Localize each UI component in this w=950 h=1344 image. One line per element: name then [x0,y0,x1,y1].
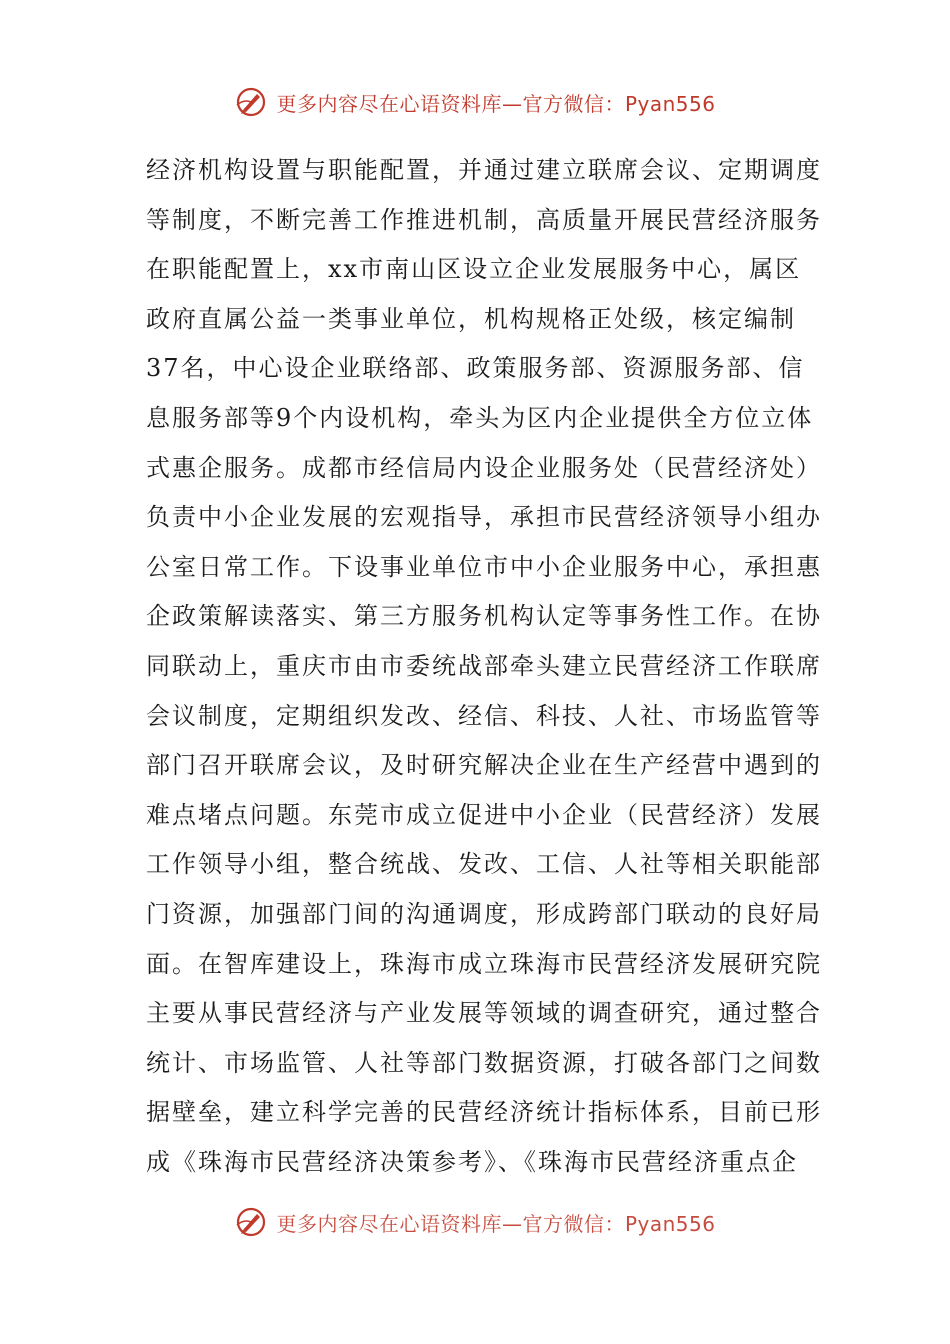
text-line: 工作领导小组，整合统战、发改、工信、人社等相关职能部 [146,850,822,879]
text-line: 统计、市场监管、人社等部门数据资源，打破各部门之间数 [146,1048,822,1077]
text-line: 等制度，不断完善工作推进机制，高质量开展民营经济服务 [146,205,822,234]
text-line: 企政策解读落实、第三方服务机构认定等事务性工作。在协 [146,602,822,631]
text-line: 部门召开联席会议，及时研究解决企业在生产经营中遇到的 [146,751,822,780]
pen-nib-logo-icon [234,85,268,119]
document-body [146,146,822,1187]
text-line: 面。在智库建设上，珠海市成立珠海市民营经济发展研究院 [146,949,822,978]
text-line: 在职能配置上，xx市南山区设立企业发展服务中心，属区 [146,255,802,284]
text-line: 同联动上，重庆市由市委统战部牵头建立民营经济工作联席 [146,651,822,680]
text-line: 难点堵点问题。东莞市成立促进中小企业（民营经济）发展 [146,800,822,829]
text-line: 公室日常工作。下设事业单位市中小企业服务中心，承担惠 [146,552,822,581]
text-line: 政府直属公益一类事业单位，机构规格正处级，核定编制 [146,304,796,333]
text-line: 成《珠海市民营经济决策参考》、《珠海市民营经济重点企 [146,1147,798,1176]
text-line: 主要从事民营经济与产业发展等领域的调查研究，通过整合 [146,999,822,1028]
text-line: 负责中小企业发展的宏观指导，承担市民营经济领导小组办 [146,503,822,532]
header-watermark-text: 更多内容尽在心语资料库—官方微信：Pyan556 [276,91,716,116]
header-watermark [0,80,950,124]
text-line: 据壁垒，建立科学完善的民营经济统计指标体系，目前已形 [146,1098,822,1127]
pen-nib-logo-icon [234,1205,268,1239]
text-line: 息服务部等9个内设机构，牵头为区内企业提供全方位立体 [146,403,814,432]
text-line: 式惠企服务。成都市经信局内设企业服务处（民营经济处） [146,453,822,482]
text-line: 门资源，加强部门间的沟通调度，形成跨部门联动的良好局 [146,899,822,928]
footer-watermark [0,1200,950,1244]
text-line: 经济机构设置与职能配置，并通过建立联席会议、定期调度 [146,156,822,184]
footer-watermark-text: 更多内容尽在心语资料库—官方微信：Pyan556 [276,1211,716,1236]
text-line: 37名，中心设企业联络部、政策服务部、资源服务部、信 [146,354,805,383]
text-line: 会议制度，定期组织发改、经信、科技、人社、市场监管等 [146,701,822,730]
